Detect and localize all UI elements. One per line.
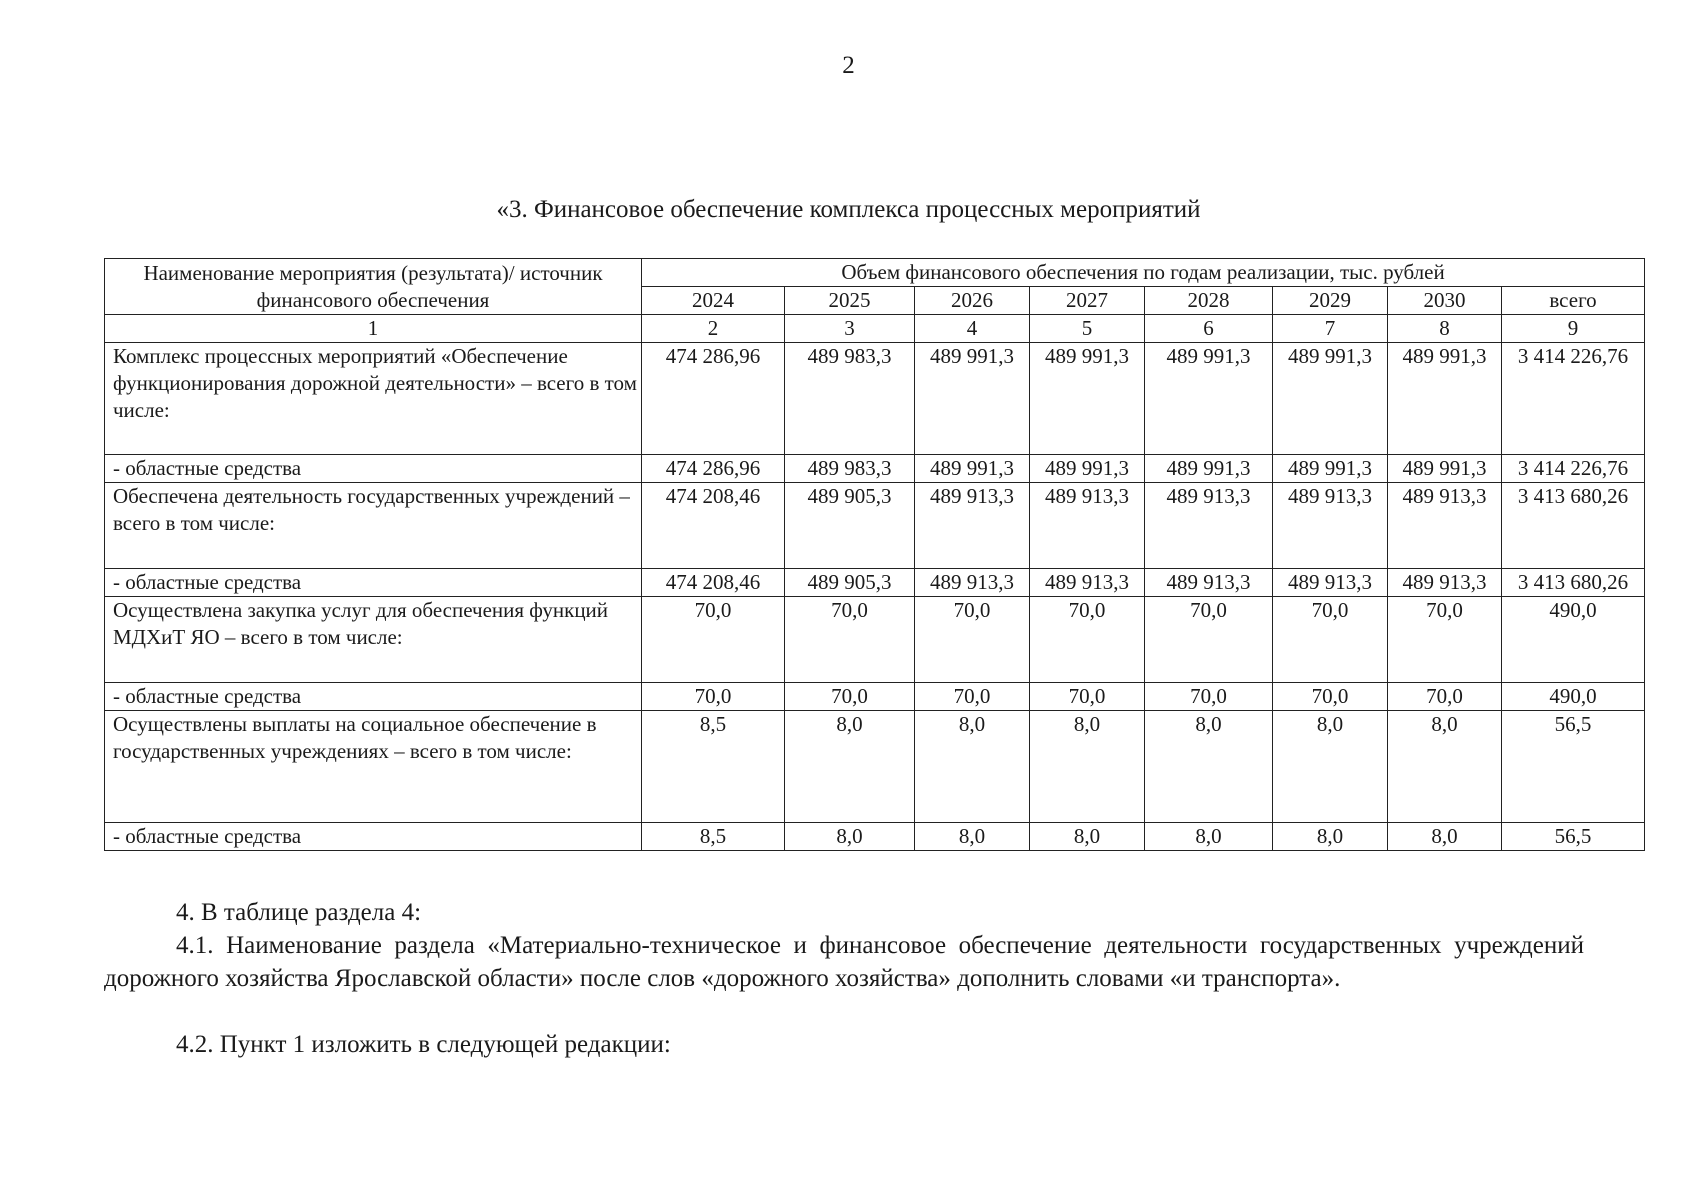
row-value-cell: 489 991,3 [915,455,1030,483]
column-number: 7 [1273,315,1388,343]
row-value-cell: 70,0 [785,683,915,711]
financing-table-wrapper [104,258,1644,851]
row-value-cell: 70,0 [642,683,785,711]
row-value-cell: 489 991,3 [1030,343,1145,455]
row-value-cell: 8,0 [915,823,1030,851]
row-name-cell: - областные средства [105,455,642,483]
row-value-cell: 474 208,46 [642,483,785,569]
header-total: всего [1502,287,1645,315]
header-year: 2029 [1273,287,1388,315]
row-value-cell: 489 913,3 [1273,483,1388,569]
row-value-cell: 70,0 [1030,683,1145,711]
column-number: 9 [1502,315,1645,343]
table-row [105,343,1645,455]
row-value-cell: 489 913,3 [1030,483,1145,569]
row-value-cell: 56,5 [1502,711,1645,823]
header-group-cell: Объем финансового обеспечения по годам реализации, тыс. рублей [642,259,1645,287]
paragraph-4-2: 4.2. Пункт 1 изложить в следующей редакции: [176,1031,671,1058]
row-value-cell: 489 991,3 [1388,343,1502,455]
row-value-cell: 8,0 [1145,823,1273,851]
row-value-cell: 56,5 [1502,823,1645,851]
header-year: 2028 [1145,287,1273,315]
row-value-cell: 489 905,3 [785,483,915,569]
table-row [105,597,1645,683]
row-value-cell: 70,0 [1145,683,1273,711]
row-value-cell: 489 913,3 [1145,483,1273,569]
column-number: 1 [105,315,642,343]
row-value-cell: 8,0 [1388,823,1502,851]
row-name-cell: Обеспечена деятельность государственных учреждений – всего в том числе: [105,483,642,569]
row-name-cell: Осуществлены выплаты на социальное обеспечение в государственных учреждениях – всего в том числе: [105,711,642,823]
row-value-cell: 3 413 680,26 [1502,569,1645,597]
row-value-cell: 489 991,3 [1145,455,1273,483]
row-value-cell: 489 991,3 [915,343,1030,455]
header-year: 2025 [785,287,915,315]
column-number: 5 [1030,315,1145,343]
header-year: 2026 [915,287,1030,315]
paragraph-4: 4. В таблице раздела 4: [176,899,422,926]
column-number: 6 [1145,315,1273,343]
row-value-cell: 3 414 226,76 [1502,343,1645,455]
row-value-cell: 70,0 [915,597,1030,683]
table-row [105,823,1645,851]
row-value-cell: 8,0 [1273,823,1388,851]
row-value-cell: 489 913,3 [1388,569,1502,597]
row-value-cell: 490,0 [1502,597,1645,683]
row-value-cell: 8,0 [785,711,915,823]
column-number: 4 [915,315,1030,343]
row-value-cell: 70,0 [785,597,915,683]
row-name-cell: - областные средства [105,683,642,711]
row-value-cell: 489 983,3 [785,455,915,483]
row-value-cell: 3 414 226,76 [1502,455,1645,483]
row-value-cell: 489 983,3 [785,343,915,455]
row-value-cell: 8,0 [1273,711,1388,823]
table-row [105,683,1645,711]
row-value-cell: 489 991,3 [1388,455,1502,483]
row-value-cell: 8,0 [915,711,1030,823]
table-body [105,343,1645,851]
table-row [105,569,1645,597]
row-value-cell: 8,0 [1145,711,1273,823]
row-value-cell: 489 913,3 [1273,569,1388,597]
row-value-cell: 489 991,3 [1145,343,1273,455]
table-row [105,711,1645,823]
row-value-cell: 70,0 [1273,597,1388,683]
row-value-cell: 489 905,3 [785,569,915,597]
row-value-cell: 489 991,3 [1273,343,1388,455]
header-year: 2024 [642,287,785,315]
header-row-group [105,259,1645,287]
row-value-cell: 474 286,96 [642,455,785,483]
row-value-cell: 8,5 [642,823,785,851]
row-name-cell: Комплекс процессных мероприятий «Обеспечение функционирования дорожной деятельности» – всего в том числе: [105,343,642,455]
row-value-cell: 489 913,3 [915,569,1030,597]
row-value-cell: 70,0 [642,597,785,683]
row-value-cell: 8,0 [1030,823,1145,851]
column-number-row [105,315,1645,343]
paragraph-4-1: 4.1. Наименование раздела «Материально-техническое и финансовое обеспечение деятельности государственных учреждений дорожного хозяйства Ярославской области» после слов «дорожного хозяйства» дополнить словами «и транспорта». [104,932,1584,992]
row-value-cell: 70,0 [1273,683,1388,711]
column-number: 8 [1388,315,1502,343]
row-value-cell: 70,0 [1030,597,1145,683]
table-row [105,455,1645,483]
row-value-cell: 70,0 [1388,683,1502,711]
column-number: 3 [785,315,915,343]
row-value-cell: 474 208,46 [642,569,785,597]
row-value-cell: 8,0 [785,823,915,851]
row-value-cell: 8,5 [642,711,785,823]
row-value-cell: 474 286,96 [642,343,785,455]
column-number: 2 [642,315,785,343]
row-name-cell: - областные средства [105,823,642,851]
row-value-cell: 489 991,3 [1273,455,1388,483]
header-name-cell: Наименование мероприятия (результата)/ источник финансового обеспечения [105,259,642,315]
row-value-cell: 70,0 [1388,597,1502,683]
row-name-cell: Осуществлена закупка услуг для обеспечения функций МДХиТ ЯО – всего в том числе: [105,597,642,683]
row-value-cell: 8,0 [1388,711,1502,823]
page-number: 2 [842,52,855,79]
section-title: «3. Финансовое обеспечение комплекса процессных мероприятий [496,196,1201,223]
row-value-cell: 70,0 [1145,597,1273,683]
row-value-cell: 70,0 [915,683,1030,711]
row-value-cell: 3 413 680,26 [1502,483,1645,569]
financing-table [104,258,1645,851]
row-value-cell: 489 913,3 [1030,569,1145,597]
row-value-cell: 489 991,3 [1030,455,1145,483]
header-year: 2027 [1030,287,1145,315]
row-value-cell: 489 913,3 [1145,569,1273,597]
row-value-cell: 489 913,3 [915,483,1030,569]
header-year: 2030 [1388,287,1502,315]
row-name-cell: - областные средства [105,569,642,597]
row-value-cell: 489 913,3 [1388,483,1502,569]
row-value-cell: 490,0 [1502,683,1645,711]
table-row [105,483,1645,569]
row-value-cell: 8,0 [1030,711,1145,823]
